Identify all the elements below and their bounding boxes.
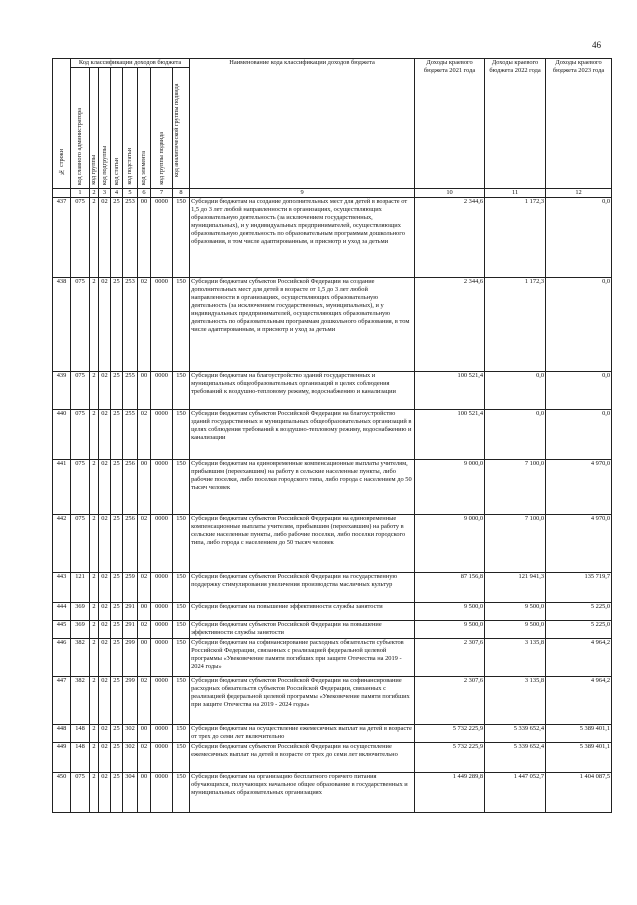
- admin-code-cell: 148: [71, 725, 90, 743]
- element-code-cell: 00: [138, 725, 151, 743]
- group-code-cell: 2: [90, 773, 99, 813]
- group-code-cell: 2: [90, 410, 99, 460]
- admin-code-cell: 075: [71, 773, 90, 813]
- row-number-header: № строки: [53, 59, 71, 189]
- income-2023-cell: 5 389 401,1: [546, 725, 612, 743]
- income-2021-cell: 2 344,6: [415, 198, 485, 278]
- row-number-cell: 446: [53, 639, 71, 677]
- element-code-cell: 02: [138, 278, 151, 372]
- income-name-cell: Субсидии бюджетам на единовременные компенсационные выплаты учителям, прибывшим (переехавшим) на работу в сельские населенные пункты, либо рабочие поселки, либо поселки городского типа, либо города с населением до 50 тысяч человек: [190, 460, 415, 515]
- table-row: [53, 198, 612, 278]
- analytic-group-code-cell: 150: [173, 278, 190, 372]
- income-2021-cell: 9 000,0: [415, 460, 485, 515]
- income-2022-cell: 121 941,3: [485, 573, 546, 603]
- subtype-group-code-cell: 0000: [151, 677, 173, 725]
- column-number-cell: 11: [485, 189, 546, 198]
- admin-code-cell: 369: [71, 621, 90, 639]
- table-row: [53, 410, 612, 460]
- article-code-cell: 25: [111, 460, 123, 515]
- row-number-cell: 437: [53, 198, 71, 278]
- subarticle-code-cell: 256: [123, 460, 138, 515]
- column-number-cell: 5: [123, 189, 138, 198]
- income-2023-cell: 4 964,2: [546, 677, 612, 725]
- income-2021-cell: 2 307,6: [415, 677, 485, 725]
- element-code-cell: 00: [138, 198, 151, 278]
- subtype-group-code-cell: 0000: [151, 621, 173, 639]
- analytic-group-code-cell: 150: [173, 198, 190, 278]
- subarticle-code-cell: 256: [123, 515, 138, 573]
- subgroup-code-cell: 02: [99, 278, 111, 372]
- admin-code-cell: 075: [71, 460, 90, 515]
- income-2023-header: Доходы краевого бюджета 2023 года: [546, 59, 612, 189]
- subarticle-code-cell: 253: [123, 278, 138, 372]
- subgroup-code-cell: 02: [99, 372, 111, 410]
- subtype-group-code-cell: 0000: [151, 410, 173, 460]
- column-number-cell: 12: [546, 189, 612, 198]
- income-2022-cell: 1 172,3: [485, 278, 546, 372]
- analytic-group-code-cell: 150: [173, 639, 190, 677]
- analytic-group-code-cell: 150: [173, 410, 190, 460]
- group-code-cell: 2: [90, 639, 99, 677]
- code-col-header-subtype-group: код группы подвида: [151, 68, 173, 189]
- analytic-group-code-cell: 150: [173, 372, 190, 410]
- column-number-cell: [53, 189, 71, 198]
- subarticle-code-cell: 304: [123, 773, 138, 813]
- table-row: [53, 278, 612, 372]
- income-2021-cell: 5 732 225,9: [415, 725, 485, 743]
- income-2022-header: Доходы краевого бюджета 2022 года: [485, 59, 546, 189]
- group-code-cell: 2: [90, 621, 99, 639]
- row-number-cell: 438: [53, 278, 71, 372]
- subtype-group-code-cell: 0000: [151, 515, 173, 573]
- table-row: [53, 639, 612, 677]
- income-name-cell: Субсидии бюджетам субъектов Российской Федерации на государственную поддержку стимулирования увеличения производства масличных культур: [190, 573, 415, 603]
- column-number-cell: 4: [111, 189, 123, 198]
- admin-code-cell: 075: [71, 198, 90, 278]
- group-code-cell: 2: [90, 198, 99, 278]
- subgroup-code-cell: 02: [99, 410, 111, 460]
- column-number-cell: 10: [415, 189, 485, 198]
- row-number-cell: 450: [53, 773, 71, 813]
- admin-code-cell: 382: [71, 677, 90, 725]
- subtype-group-code-cell: 0000: [151, 773, 173, 813]
- row-number-cell: 447: [53, 677, 71, 725]
- admin-code-cell: 075: [71, 372, 90, 410]
- article-code-cell: 25: [111, 410, 123, 460]
- table-body: [53, 198, 612, 813]
- table-row: [53, 621, 612, 639]
- column-number-cell: 9: [190, 189, 415, 198]
- analytic-group-code-cell: 150: [173, 743, 190, 773]
- income-2021-cell: 2 307,6: [415, 639, 485, 677]
- income-2023-cell: 5 389 401,1: [546, 743, 612, 773]
- subgroup-code-cell: 02: [99, 743, 111, 773]
- table-row: [53, 515, 612, 573]
- income-2021-cell: 100 521,4: [415, 410, 485, 460]
- income-2023-cell: 0,0: [546, 372, 612, 410]
- page-number: 46: [592, 40, 601, 50]
- subgroup-code-cell: 02: [99, 603, 111, 621]
- income-2021-cell: 87 156,8: [415, 573, 485, 603]
- subgroup-code-cell: 02: [99, 725, 111, 743]
- income-2023-cell: 1 404 087,5: [546, 773, 612, 813]
- admin-code-cell: 121: [71, 573, 90, 603]
- table-row: [53, 460, 612, 515]
- element-code-cell: 02: [138, 515, 151, 573]
- code-col-header-subarticle: код подстатьи: [123, 68, 138, 189]
- income-2023-cell: 0,0: [546, 278, 612, 372]
- element-code-cell: 00: [138, 603, 151, 621]
- subarticle-code-cell: 255: [123, 410, 138, 460]
- income-2022-cell: 3 135,8: [485, 677, 546, 725]
- element-code-cell: 00: [138, 639, 151, 677]
- article-code-cell: 25: [111, 198, 123, 278]
- income-name-cell: Субсидии бюджетам на осуществление ежемесячных выплат на детей в возрасте от трех до семи лет включительно: [190, 725, 415, 743]
- admin-code-cell: 075: [71, 278, 90, 372]
- income-name-cell: Субсидии бюджетам субъектов Российской Федерации на осуществление ежемесячных выплат на детей в возрасте от трех до семи лет включительно: [190, 743, 415, 773]
- income-2021-cell: 2 344,6: [415, 278, 485, 372]
- element-code-cell: 00: [138, 773, 151, 813]
- table-row: [53, 573, 612, 603]
- subarticle-code-cell: 259: [123, 573, 138, 603]
- income-2023-cell: 0,0: [546, 410, 612, 460]
- table-row: [53, 677, 612, 725]
- table-row: [53, 773, 612, 813]
- group-code-cell: 2: [90, 603, 99, 621]
- column-numbers-row: [53, 189, 612, 198]
- element-code-cell: 02: [138, 743, 151, 773]
- subgroup-code-cell: 02: [99, 515, 111, 573]
- subtype-group-code-cell: 0000: [151, 460, 173, 515]
- admin-code-cell: 148: [71, 743, 90, 773]
- income-2022-cell: 7 100,0: [485, 515, 546, 573]
- income-name-cell: Субсидии бюджетам на организацию бесплатного горячего питания обучающихся, получающих начальное общее образование в государственных и муниципальных образовательных организациях: [190, 773, 415, 813]
- article-code-cell: 25: [111, 603, 123, 621]
- group-code-cell: 2: [90, 372, 99, 410]
- column-number-cell: 6: [138, 189, 151, 198]
- income-name-cell: Субсидии бюджетам субъектов Российской Федерации на единовременные компенсационные выплаты учителям, прибывшим (переехавшим) на работу в сельские населенные пункты, либо рабочие поселки, либо поселки городского типа, либо города с населением до 50 тысяч человек: [190, 515, 415, 573]
- subarticle-code-cell: 255: [123, 372, 138, 410]
- group-code-cell: 2: [90, 725, 99, 743]
- row-number-cell: 440: [53, 410, 71, 460]
- code-col-header-element: код элемента: [138, 68, 151, 189]
- income-2022-cell: 9 500,0: [485, 621, 546, 639]
- subgroup-code-cell: 02: [99, 573, 111, 603]
- row-number-cell: 448: [53, 725, 71, 743]
- admin-code-cell: 382: [71, 639, 90, 677]
- row-number-cell: 449: [53, 743, 71, 773]
- income-2022-cell: 0,0: [485, 372, 546, 410]
- income-2021-cell: 9 500,0: [415, 603, 485, 621]
- subarticle-code-cell: 253: [123, 198, 138, 278]
- table-row: [53, 743, 612, 773]
- subgroup-code-cell: 02: [99, 773, 111, 813]
- subgroup-code-cell: 02: [99, 677, 111, 725]
- subgroup-code-cell: 02: [99, 198, 111, 278]
- row-number-cell: 443: [53, 573, 71, 603]
- subgroup-code-cell: 02: [99, 460, 111, 515]
- income-2023-cell: 5 225,0: [546, 603, 612, 621]
- column-number-cell: 3: [99, 189, 111, 198]
- income-2021-cell: 5 732 225,9: [415, 743, 485, 773]
- income-2022-cell: 5 339 652,4: [485, 725, 546, 743]
- row-number-cell: 444: [53, 603, 71, 621]
- income-2023-cell: 4 964,2: [546, 639, 612, 677]
- column-number-cell: 2: [90, 189, 99, 198]
- subtype-group-code-cell: 0000: [151, 573, 173, 603]
- income-name-cell: Субсидии бюджетам на создание дополнительных мест для детей в возрасте от 1,5 до 3 лет любой направленности в организациях, осуществляющих образовательную деятельность (за исключением государственных, муниципальных), и у индивидуальных предпринимателей, осуществляющих образовательную деятельность по образовательным программам дошкольного образования, в том числе адаптированным, и присмотр и уход за детьми: [190, 198, 415, 278]
- income-name-cell: Субсидии бюджетам субъектов Российской Федерации на создание дополнительных мест для детей в возрасте от 1,5 до 3 лет любой направленности в организациях, осуществляющих образовательную деятельность (за исключением государственных, муниципальных), и у индивидуальных предпринимателей, осуществляющих образовательную деятельность по образовательным программам дошкольного образования, в том числе адаптированным, и присмотр и уход за детьми: [190, 278, 415, 372]
- subarticle-code-cell: 299: [123, 639, 138, 677]
- article-code-cell: 25: [111, 515, 123, 573]
- table-row: [53, 725, 612, 743]
- analytic-group-code-cell: 150: [173, 573, 190, 603]
- element-code-cell: 02: [138, 573, 151, 603]
- income-2022-cell: 1 172,3: [485, 198, 546, 278]
- income-2022-cell: 0,0: [485, 410, 546, 460]
- article-code-cell: 25: [111, 573, 123, 603]
- code-group-header: Код классификации доходов бюджета: [71, 59, 190, 68]
- analytic-group-code-cell: 150: [173, 725, 190, 743]
- row-number-cell: 439: [53, 372, 71, 410]
- code-col-header-admin: код главного администратора: [71, 68, 90, 189]
- income-2022-cell: 5 339 652,4: [485, 743, 546, 773]
- admin-code-cell: 369: [71, 603, 90, 621]
- income-2021-cell: 1 449 289,8: [415, 773, 485, 813]
- income-2023-cell: 4 970,0: [546, 460, 612, 515]
- row-number-cell: 441: [53, 460, 71, 515]
- article-code-cell: 25: [111, 372, 123, 410]
- element-code-cell: 00: [138, 460, 151, 515]
- subtype-group-code-cell: 0000: [151, 725, 173, 743]
- income-name-cell: Субсидии бюджетам субъектов Российской Федерации на благоустройство зданий государственных и муниципальных общеобразовательных организаций в целях соблюдения требований к воздушно-тепловому режиму, водоснабжению и канализации: [190, 410, 415, 460]
- income-2022-cell: 7 100,0: [485, 460, 546, 515]
- income-2023-cell: 4 970,0: [546, 515, 612, 573]
- income-name-cell: Субсидии бюджетам субъектов Российской Федерации на софинансирование расходных обязательств субъектов Российской Федерации, связанных с реализацией федеральной целевой программы «Увековечение памяти погибших при защите Отечества на 2019 - 2024 годы»: [190, 677, 415, 725]
- analytic-group-code-cell: 150: [173, 677, 190, 725]
- column-number-cell: 1: [71, 189, 90, 198]
- subtype-group-code-cell: 0000: [151, 639, 173, 677]
- code-col-header-analytic-group: код аналитической группы подвида: [173, 68, 190, 189]
- analytic-group-code-cell: 150: [173, 773, 190, 813]
- row-number-cell: 442: [53, 515, 71, 573]
- subarticle-code-cell: 299: [123, 677, 138, 725]
- admin-code-cell: 075: [71, 515, 90, 573]
- subarticle-code-cell: 302: [123, 725, 138, 743]
- income-2022-cell: 1 447 052,7: [485, 773, 546, 813]
- article-code-cell: 25: [111, 677, 123, 725]
- income-2021-cell: 100 521,4: [415, 372, 485, 410]
- admin-code-cell: 075: [71, 410, 90, 460]
- group-code-cell: 2: [90, 278, 99, 372]
- group-code-cell: 2: [90, 573, 99, 603]
- article-code-cell: 25: [111, 278, 123, 372]
- income-name-cell: Субсидии бюджетам на благоустройство зданий государственных и муниципальных общеобразовательных организаций в целях соблюдения требований к воздушно-тепловому режиму, водоснабжению и канализации: [190, 372, 415, 410]
- income-name-cell: Субсидии бюджетам субъектов Российской Федерации на повышение эффективности службы занятости: [190, 621, 415, 639]
- group-code-cell: 2: [90, 677, 99, 725]
- article-code-cell: 25: [111, 621, 123, 639]
- income-2021-cell: 9 500,0: [415, 621, 485, 639]
- subtype-group-code-cell: 0000: [151, 278, 173, 372]
- subarticle-code-cell: 291: [123, 621, 138, 639]
- income-2023-cell: 0,0: [546, 198, 612, 278]
- subtype-group-code-cell: 0000: [151, 603, 173, 621]
- income-name-cell: Субсидии бюджетам на повышение эффективности службы занятости: [190, 603, 415, 621]
- analytic-group-code-cell: 150: [173, 621, 190, 639]
- code-col-header-article: код статьи: [111, 68, 123, 189]
- article-code-cell: 25: [111, 773, 123, 813]
- analytic-group-code-cell: 150: [173, 603, 190, 621]
- code-col-header-subgroup: код подгруппы: [99, 68, 111, 189]
- income-2023-cell: 135 719,7: [546, 573, 612, 603]
- subtype-group-code-cell: 0000: [151, 743, 173, 773]
- table-row: [53, 372, 612, 410]
- income-name-cell: Субсидии бюджетам на софинансирование расходных обязательств субъектов Российской Федерации, связанных с реализацией федеральной целевой программы «Увековечение памяти погибших при защите Отечества на 2019 - 2024 годы»: [190, 639, 415, 677]
- subarticle-code-cell: 302: [123, 743, 138, 773]
- group-code-cell: 2: [90, 460, 99, 515]
- element-code-cell: 02: [138, 677, 151, 725]
- name-header: Наименование кода классификации доходов бюджета: [190, 59, 415, 189]
- group-code-cell: 2: [90, 515, 99, 573]
- code-col-header-group: код группы: [90, 68, 99, 189]
- element-code-cell: 00: [138, 372, 151, 410]
- budget-income-table: [52, 58, 612, 813]
- column-number-cell: 7: [151, 189, 173, 198]
- article-code-cell: 25: [111, 743, 123, 773]
- subtype-group-code-cell: 0000: [151, 198, 173, 278]
- income-2023-cell: 5 225,0: [546, 621, 612, 639]
- element-code-cell: 02: [138, 410, 151, 460]
- income-2022-cell: 3 135,8: [485, 639, 546, 677]
- income-2022-cell: 9 500,0: [485, 603, 546, 621]
- analytic-group-code-cell: 150: [173, 460, 190, 515]
- income-2021-header: Доходы краевого бюджета 2021 года: [415, 59, 485, 189]
- row-number-cell: 445: [53, 621, 71, 639]
- article-code-cell: 25: [111, 639, 123, 677]
- subtype-group-code-cell: 0000: [151, 372, 173, 410]
- article-code-cell: 25: [111, 725, 123, 743]
- element-code-cell: 02: [138, 621, 151, 639]
- subgroup-code-cell: 02: [99, 621, 111, 639]
- group-code-cell: 2: [90, 743, 99, 773]
- column-number-cell: 8: [173, 189, 190, 198]
- table-row: [53, 603, 612, 621]
- subarticle-code-cell: 291: [123, 603, 138, 621]
- analytic-group-code-cell: 150: [173, 515, 190, 573]
- income-2021-cell: 9 000,0: [415, 515, 485, 573]
- subgroup-code-cell: 02: [99, 639, 111, 677]
